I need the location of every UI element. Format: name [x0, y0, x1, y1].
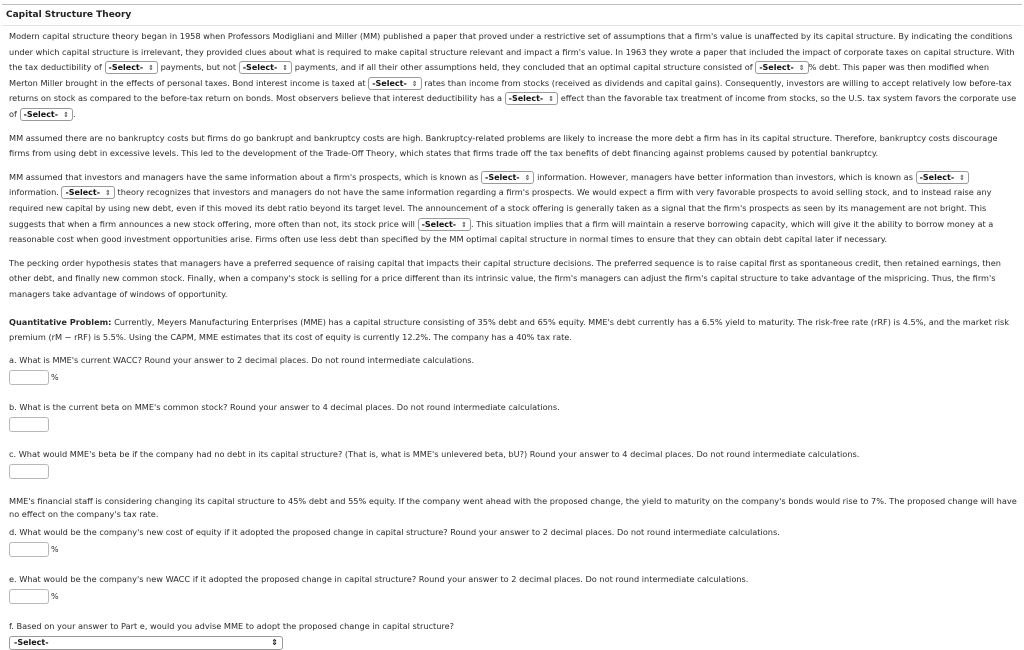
- paragraph-information: MM assumed that investors and managers have the same information about a firm's prospects, which is known as -Select- ⇕ information. However, managers have better information than investors, which is known as -Select- ⇕ information. -Select- ⇕ theory recognizes that investors and managers do not have the same information regarding a firm's prospects. We would expect a firm with very favorable prospects to avoid selling stock, and to instead raise any required new capital by using new debt, even if this moved its debt ratio beyond its target level. The announcement of a stock offering is generally taken as a signal that the firm's prospects as seen by its management are not bright. This suggests that when a firm announces a new stock offering, more often than not, its stock price will -Select- ⇕ . This situation implies that a firm will maintain a reserve borrowing capacity, which will give it the ability to borrow money at a reasonable cost when good investment opportunities arise. Firms often use less debt than specified by the MM optimal capital structure in normal times to ensure that they can obtain debt capital later if necessary.: [9, 171, 994, 245]
- paragraph-bankruptcy: MM assumed there are no bankruptcy costs but firms do go bankrupt and bankruptcy costs are high. Bankruptcy-related problems are likely to increase the more debt a firm has in its capital structure. Therefore, bankruptcy costs discourage firms from using debt in excessive levels. This led to the development of the Trade-Off Theory, which states that firms trade off the tax benefits of debt financing against problems caused by potential bankruptcy.: [9, 132, 998, 159]
- chevron-updown-icon: ⇕: [461, 220, 467, 229]
- question-e: e. What would be the company's new WACC if it adopted the proposed change in capital structure? Round your answer to 2 decimal places. Do not round intermediate calculations.: [9, 573, 749, 584]
- paragraph-pecking-order: The pecking order hypothesis states that managers have a preferred sequence of raising capital that impacts their capital structure decisions. The preferred sequence is to raise capital first as spontaneous credit, then retained earnings, then other debt, and finally new common stock. Finally, when a company's stock is selling for a price different than its intrinsic value, the firm's managers can adjust the firm's capital structure to take advantage of the mispricing. Thus, the firm's managers take advantage of windows of opportunity.: [9, 257, 1001, 299]
- quantitative-problem: [9, 315, 1019, 346]
- chevron-updown-icon: ⇕: [148, 64, 154, 73]
- answer-row-c: [9, 463, 1019, 481]
- answer-e-input[interactable]: [9, 589, 49, 604]
- paragraph-mm-theory: Modern capital structure theory began in 1958 when Professors Modigliani and Miller (MM) published a paper that proved under a restrictive set of assumptions that a firm's value is unaffected by its capital structure. By indicating the conditions under which capital structure is irrelevant, they provided clues about what is required to make capital structure relevant and impact a firm's value. In 1963 they wrote a paper that included the impact of corporate taxes on capital structure. With the tax deductibility of -Select- ⇕ payments, but not -Select- ⇕ payments, and if all their other assumptions held, they concluded that an optimal capital structure consisted of -Select- ⇕ % debt. This paper was then modified when Merton Miller brought in the effects of personal taxes. Bond interest income is taxed at -Select- ⇕ rates than income from stocks (received as dividends and capital gains). Consequently, investors are willing to accept relatively low before-tax returns on stock as compared to the before-tax return on bonds. Most observers believe that interest deductibility has a -Select- ⇕ effect than the favorable tax treatment of income from stocks, so the U.S. tax system favors the corporate use of -Select- ⇕ .: [9, 31, 1017, 119]
- page-title: Capital Structure Theory: [2, 4, 1022, 26]
- select-stock-price-reaction[interactable]: -Select- ⇕: [418, 218, 471, 231]
- chevron-updown-icon: ⇕: [411, 79, 418, 88]
- select-theory-name[interactable]: -Select- ⇕: [61, 186, 114, 199]
- question-f: f. Based on your answer to Part e, would you advise MME to adopt the proposed change in capital structure?: [9, 620, 454, 631]
- chevron-updown-icon: ⇕: [798, 64, 805, 73]
- chevron-updown-icon: ⇕: [548, 95, 555, 104]
- select-bond-tax-rate[interactable]: -Select- ⇕: [368, 77, 421, 90]
- chevron-updown-icon: ⇕: [63, 110, 69, 119]
- percent-unit: %: [51, 545, 59, 555]
- select-information-type-2[interactable]: -Select- ⇕: [916, 171, 969, 184]
- content: [9, 29, 1019, 650]
- select-tax-deductible-payments[interactable]: -Select- ⇕: [105, 61, 158, 74]
- percent-unit: %: [51, 592, 59, 602]
- answer-d-input[interactable]: [9, 542, 49, 557]
- select-interest-deductibility-effect[interactable]: -Select- ⇕: [505, 92, 558, 105]
- question-c: c. What would MME's beta be if the company had no debt in its capital structure? (That is, what is MME's unlevered beta, bU?) Round your answer to 4 decimal places. Do not round intermediate calculations.: [9, 448, 860, 459]
- chevron-updown-icon: ⇕: [282, 64, 289, 73]
- answer-b-input[interactable]: [9, 417, 49, 432]
- answer-row-b: [9, 416, 1019, 434]
- chevron-updown-icon: ⇕: [271, 638, 278, 648]
- answer-row-a: [9, 369, 1019, 387]
- percent-unit: %: [51, 373, 59, 383]
- problem-lead: Quantitative Problem:: [9, 316, 112, 327]
- chevron-updown-icon: ⇕: [105, 189, 111, 198]
- answer-c-input[interactable]: [9, 464, 49, 479]
- text: Modern capital structure theory began in 1958 when Professors Modigliani and Miller (MM) published a paper that proved under a restrictive set of assumptions that a firm's value is unaffected by its capital structure. By indicating the conditions under which capital structure is irrelevant, they provided clues about what is required to make capital structure relevant and impact a firm's value. In 1963 they wrote a paper that included the impact of corporate taxes on capital structure. With the tax deductibility of: [9, 31, 1015, 73]
- select-corporate-use-of[interactable]: -Select- ⇕: [20, 108, 73, 121]
- answer-f-select[interactable]: -Select- ⇕: [9, 636, 283, 650]
- select-optimal-debt-percent[interactable]: -Select- ⇕: [755, 61, 808, 74]
- question-b: b. What is the current beta on MME's common stock? Round your answer to 4 decimal places. Do not round intermediate calculations.: [9, 401, 560, 412]
- proposed-change-text: MME's financial staff is considering changing its capital structure to 45% debt and 55% equity. If the company went ahead with the proposed change, the yield to maturity on the company's bonds would rise to 7%. The proposed change will have no effect on the company's tax rate.: [9, 495, 1017, 519]
- question-d: d. What would be the company's new cost of equity if it adopted the proposed change in capital structure? Round your answer to 2 decimal places. Do not round intermediate calculations.: [9, 526, 780, 537]
- select-information-type-1[interactable]: -Select- ⇕: [481, 171, 534, 184]
- chevron-updown-icon: ⇕: [959, 173, 966, 182]
- problem-text: Currently, Meyers Manufacturing Enterprises (MME) has a capital structure consisting of 35% debt and 65% equity. MME's debt currently has a 6.5% yield to maturity. The risk-free rate (rRF) is 4.5%, and the market risk premium (rM − rRF) is 5.5%. Using the CAPM, MME estimates that its cost of equity is currently 12.2%. The company has a 40% tax rate.: [9, 316, 1010, 343]
- chevron-updown-icon: ⇕: [524, 173, 531, 182]
- answer-a-input[interactable]: [9, 370, 49, 385]
- answer-row-d: [9, 541, 1019, 559]
- select-non-deductible-payments[interactable]: -Select- ⇕: [239, 61, 292, 74]
- question-a: a. What is MME's current WACC? Round your answer to 2 decimal places. Do not round intermediate calculations.: [9, 354, 475, 365]
